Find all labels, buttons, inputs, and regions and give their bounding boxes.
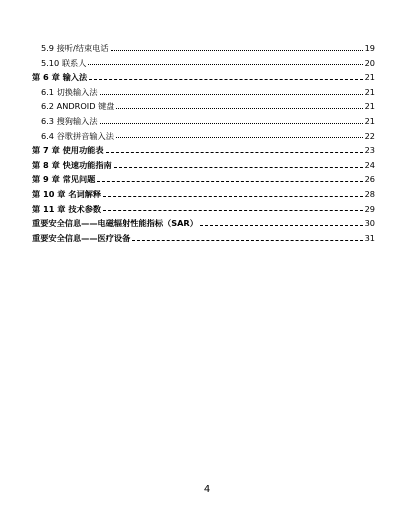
toc-entry-page: 22 (364, 130, 375, 141)
toc-entry-page: 20 (364, 57, 375, 68)
toc-entry-title: 重要安全信息——电磁辐射性能指标（SAR） (32, 218, 198, 229)
toc-entry-title: 第 7 章 使用功能表 (32, 145, 104, 156)
toc-entry-title: 第 8 章 快速功能指南 (32, 159, 112, 170)
toc-entry-title: 第 11 章 技术参数 (32, 203, 102, 214)
toc-leader (89, 78, 362, 80)
toc-entry-page: 31 (364, 232, 375, 243)
toc-leader (100, 93, 363, 95)
toc-chapter-entry[interactable] (32, 216, 375, 231)
toc-entry[interactable] (32, 129, 375, 144)
toc-leader (103, 195, 363, 197)
toc-entry[interactable] (32, 56, 375, 71)
toc-entry-page: 23 (364, 145, 375, 156)
toc-entry-title: 第 10 章 名词解释 (32, 188, 102, 199)
table-of-contents (32, 41, 375, 245)
toc-entry-page: 30 (364, 218, 375, 229)
toc-leader (88, 63, 362, 65)
toc-chapter-entry[interactable] (32, 70, 375, 85)
toc-entry-title: 重要安全信息——医疗设备 (32, 232, 131, 243)
toc-entry-page: 29 (364, 203, 375, 214)
toc-entry-page: 26 (364, 174, 375, 185)
page-number: 4 (203, 484, 211, 495)
toc-entry-title: 第 6 章 输入法 (32, 72, 88, 83)
toc-leader (103, 209, 363, 211)
toc-leader (116, 107, 362, 109)
toc-entry[interactable] (32, 99, 375, 114)
toc-entry-title: 6.4 谷歌拼音输入法 (41, 130, 114, 141)
toc-entry-page: 21 (364, 86, 375, 97)
toc-leader (114, 166, 363, 168)
toc-leader (200, 224, 363, 226)
toc-leader (132, 239, 362, 241)
toc-chapter-entry[interactable] (32, 231, 375, 246)
toc-entry-title: 5.10 联系人 (41, 57, 87, 68)
toc-entry-page: 21 (364, 72, 375, 83)
toc-leader (111, 49, 363, 51)
toc-entry-title: 第 9 章 常见问题 (32, 174, 96, 185)
toc-entry-page: 28 (364, 188, 375, 199)
toc-entry-title: 6.1 切换输入法 (41, 86, 98, 97)
toc-chapter-entry[interactable] (32, 172, 375, 187)
toc-entry-page: 21 (364, 115, 375, 126)
toc-leader (116, 136, 363, 138)
toc-chapter-entry[interactable] (32, 158, 375, 173)
toc-entry-title: 6.3 搜狗输入法 (41, 115, 98, 126)
toc-entry[interactable] (32, 114, 375, 129)
toc-leader (100, 122, 363, 124)
toc-entry[interactable] (32, 85, 375, 100)
toc-chapter-entry[interactable] (32, 143, 375, 158)
toc-entry-title: 5.9 接听/结束电话 (41, 43, 109, 53)
toc-entry[interactable] (32, 41, 375, 56)
toc-chapter-entry[interactable] (32, 202, 375, 217)
toc-entry-page: 21 (364, 101, 375, 112)
toc-chapter-entry[interactable] (32, 187, 375, 202)
toc-entry-title: 6.2 ANDROID 键盘 (41, 101, 115, 112)
toc-entry-page: 19 (364, 43, 375, 53)
toc-leader (97, 180, 362, 182)
toc-entry-page: 24 (364, 159, 375, 170)
toc-leader (106, 151, 363, 153)
